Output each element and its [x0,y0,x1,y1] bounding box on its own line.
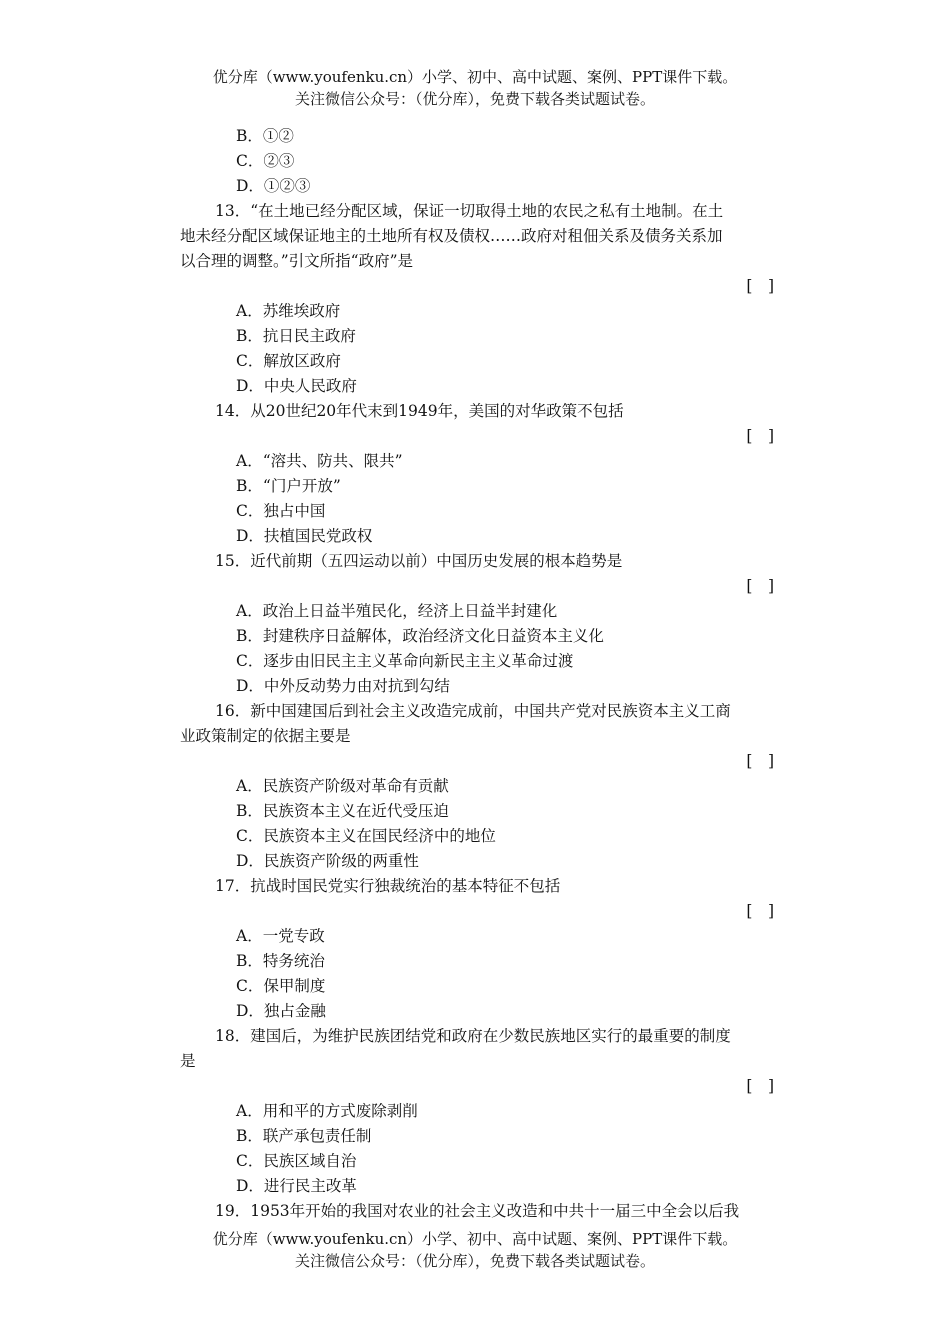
footer-line-1: 优分库（www.youfenku.cn）小学、初中、高中试题、案例、PPT课件下载。 [212,1230,738,1248]
question-stem-line: 是 [180,1052,196,1070]
question-stem-line: 13．“在土地已经分配区域，保证一切取得土地的农民之私有土地制。在土 [215,202,724,220]
option-line: A．“溶共、防共、限共” [236,452,403,470]
answer-bracket: [ ] [746,577,774,595]
option-line: A．用和平的方式废除剥削 [236,1102,418,1120]
option-line: A．政治上日益半殖民化，经济上日益半封建化 [236,602,558,620]
question-stem-line: 地未经分配区域保证地主的土地所有权及债权……政府对租佃关系及债务关系加 [180,227,723,245]
option-line: A．苏维埃政府 [236,302,341,320]
answer-bracket: [ ] [746,752,774,770]
question-stem-line: 15．近代前期（五四运动以前）中国历史发展的根本趋势是 [215,552,623,570]
option-line: B．封建秩序日益解体，政治经济文化日益资本主义化 [236,627,604,645]
option-line: B．①② [236,127,294,145]
option-line: D．中央人民政府 [236,377,357,395]
option-line: A．一党专政 [236,927,325,945]
option-line: D．民族资产阶级的两重性 [236,852,419,870]
question-stem-line: 14．从20世纪20年代末到1949年，美国的对华政策不包括 [215,402,624,420]
option-line: C．民族资本主义在国民经济中的地位 [236,827,496,845]
option-line: C．独占中国 [236,502,326,520]
question-stem-line: 18．建国后，为维护民族团结党和政府在少数民族地区实行的最重要的制度 [215,1027,731,1045]
question-stem-line: 17．抗战时国民党实行独裁统治的基本特征不包括 [215,877,561,895]
option-line: D．独占金融 [236,1002,326,1020]
option-line: C．保甲制度 [236,977,326,995]
header-line-2: 关注微信公众号：（优分库），免费下载各类试题试卷。 [294,90,655,108]
question-stem-line: 19．1953年开始的我国对农业的社会主义改造和中共十一届三中全会以后我 [215,1202,740,1220]
option-line: B．民族资本主义在近代受压迫 [236,802,449,820]
question-stem-line: 以合理的调整。”引文所指“政府”是 [180,252,414,270]
option-line: B．联产承包责任制 [236,1127,372,1145]
option-line: C．逐步由旧民主主义革命向新民主主义革命过渡 [236,652,574,670]
option-line: B．“门户开放” [236,477,341,495]
option-line: D．中外反动势力由对抗到勾结 [236,677,450,695]
option-line: B．抗日民主政府 [236,327,356,345]
answer-bracket: [ ] [746,1077,774,1095]
option-line: D．①②③ [236,177,311,195]
answer-bracket: [ ] [746,902,774,920]
option-line: C．解放区政府 [236,352,341,370]
option-line: C．②③ [236,152,295,170]
question-stem-line: 16．新中国建国后到社会主义改造完成前，中国共产党对民族资本主义工商 [215,702,731,720]
answer-bracket: [ ] [746,277,774,295]
option-line: B．特务统治 [236,952,325,970]
answer-bracket: [ ] [746,427,774,445]
header-line-1: 优分库（www.youfenku.cn）小学、初中、高中试题、案例、PPT课件下载。 [212,68,738,86]
page-footer [0,1228,950,1272]
question-stem-line: 业政策制定的依据主要是 [180,727,351,745]
option-line: D．扶植国民党政权 [236,527,373,545]
option-line: C．民族区域自治 [236,1152,357,1170]
page-header [0,66,950,110]
option-line: A．民族资产阶级对革命有贡献 [236,777,449,795]
question-content [180,124,776,1224]
footer-line-2: 关注微信公众号：（优分库），免费下载各类试题试卷。 [294,1252,655,1270]
option-line: D．进行民主改革 [236,1177,357,1195]
